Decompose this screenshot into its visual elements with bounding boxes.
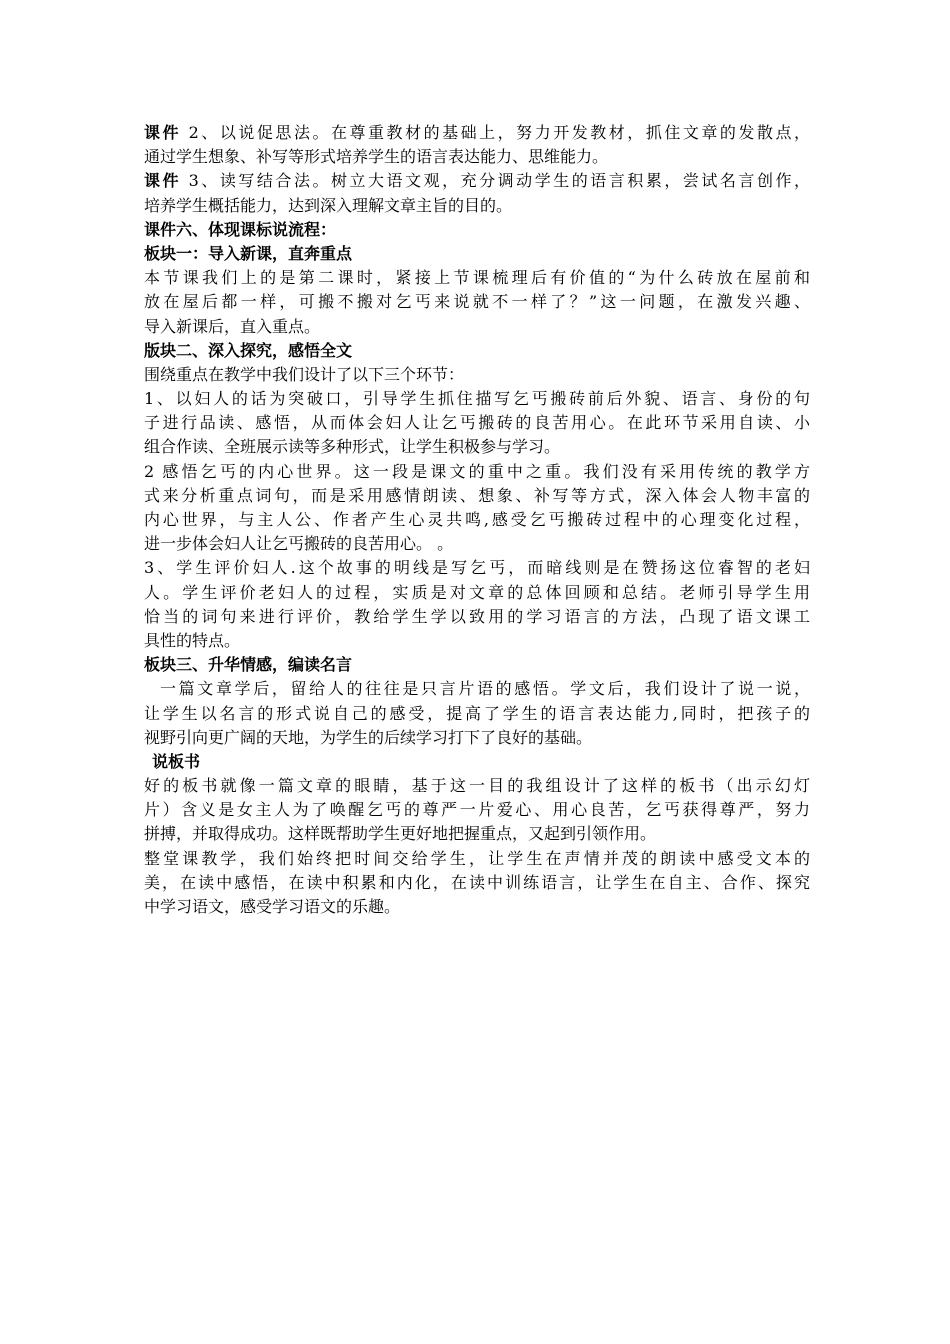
paragraph-block-3-line-1: 一篇文章学后，留给人的往往是只言片语的感悟。学文后，我们设计了说一说， [160, 679, 810, 699]
paragraph-block-1-line-1: 本节课我们上的是第二课时，紧接上节课梳理后有价值的“为什么砖放在屋前和 [144, 268, 810, 288]
paragraph-step-2-line-4: 进一步体会妇人让乞丐搬砖的良苦用心。 。 [144, 534, 454, 554]
paragraph-board-line-1: 好的板书就像一篇文章的眼睛，基于这一目的我组设计了这样的板书（出示幻灯 [144, 776, 810, 796]
paragraph-block-1-line-2: 放在屋后都一样，可搬不搬对乞丐来说就不一样了？”这一问题，在激发兴趣、 [144, 292, 810, 312]
document-page [144, 121, 810, 919]
paragraph-step-3-line-4: 具性的特点。 [144, 630, 241, 650]
heading-block-2: 版块二、深入探究，感悟全文 [144, 340, 353, 360]
paragraph-method-2-line-1 [144, 121, 810, 145]
paragraph-block-3-line-3: 视野引向更广阔的天地，为学生的后续学习打下了良好的基础。 [144, 727, 593, 747]
paragraph-step-3-line-2: 人。学生评价老妇人的过程，实质是对文章的总体回顾和总结。老师引导学生用 [144, 582, 810, 602]
paragraph-method-2-line-2: 通过学生想象、补写等形式培养学生的语言表达能力、思维能力。 [144, 147, 609, 167]
heading-block-1: 板块一：导入新课，直奔重点 [144, 243, 353, 263]
heading-block-3: 板块三、升华情感，编读名言 [144, 655, 353, 675]
paragraph-board-line-2: 片）含义是女主人为了唤醒乞丐的尊严一片爱心、用心良苦，乞丐获得尊严，努力 [144, 800, 810, 820]
heading-board: 说板书 [152, 751, 201, 771]
paragraph-summary-line-2: 美，在读中感悟，在读中积累和内化，在读中训练语言，让学生在自主、合作、探究 [144, 872, 810, 892]
paragraph-step-2-line-1: 2 感悟乞丐的内心世界。这一段是课文的重中之重。我们没有采用传统的教学方 [144, 461, 810, 481]
paragraph-summary-line-3: 中学习语文，感受学习语文的乐趣。 [144, 897, 401, 916]
paragraph-step-2-line-3: 内心世界，与主人公、作者产生心灵共鸣,感受乞丐搬砖过程中的心理变化过程， [144, 510, 810, 529]
label-kejian: 课件 [144, 171, 182, 191]
paragraph-step-1-line-3: 组合作读、全班展示读等多种形式，让学生积极参与学习。 [144, 437, 561, 457]
text: 2、以说促思法。在尊重教材的基础上，努力开发教材，抓住文章的发散点， [181, 123, 810, 142]
label-kejian: 课件 [144, 123, 182, 142]
paragraph-step-1-line-1: 1、以妇人的话为突破口，引导学生抓住描写乞丐搬砖前后外貌、语言、身份的句 [144, 389, 810, 409]
paragraph-step-3-line-1: 3、学生评价妇人.这个故事的明线是写乞丐，而暗线则是在赞扬这位睿智的老妇 [144, 558, 810, 578]
paragraph-step-3-line-3: 恰当的词句来进行评价，教给学生学以致用的学习语言的方法，凸现了语文课工 [144, 606, 810, 626]
paragraph-step-2-line-2: 式来分析重点词句，而是采用感情朗读、想象、补写等方式，深入体会人物丰富的 [144, 485, 810, 505]
paragraph-method-3-line-2: 培养学生概括能力，达到深入理解文章主旨的目的。 [144, 195, 513, 215]
paragraph-method-3-line-1 [144, 169, 810, 193]
paragraph-block-3-line-2: 让学生以名言的形式说自己的感受，提高了学生的语言表达能力,同时，把孩子的 [144, 703, 810, 723]
text: 3、读写结合法。树立大语文观，充分调动学生的语言积累，尝试名言创作， [181, 171, 810, 191]
paragraph-summary-line-1: 整堂课教学，我们始终把时间交给学生，让学生在声情并茂的朗读中感受文本的 [144, 848, 810, 868]
heading-flow: 课件六、体现课标说流程： [144, 219, 337, 239]
paragraph-three-steps: 围绕重点在教学中我们设计了以下三个环节： [144, 364, 465, 384]
paragraph-board-line-3: 拼搏，并取得成功。这样既帮助学生更好地把握重点，又起到引领作用。 [144, 824, 657, 844]
paragraph-block-1-line-3: 导入新课后，直入重点。 [144, 316, 321, 336]
paragraph-step-1-line-2: 子进行品读、感悟，从而体会妇人让乞丐搬砖的良苦用心。在此环节采用自读、小 [144, 413, 810, 433]
